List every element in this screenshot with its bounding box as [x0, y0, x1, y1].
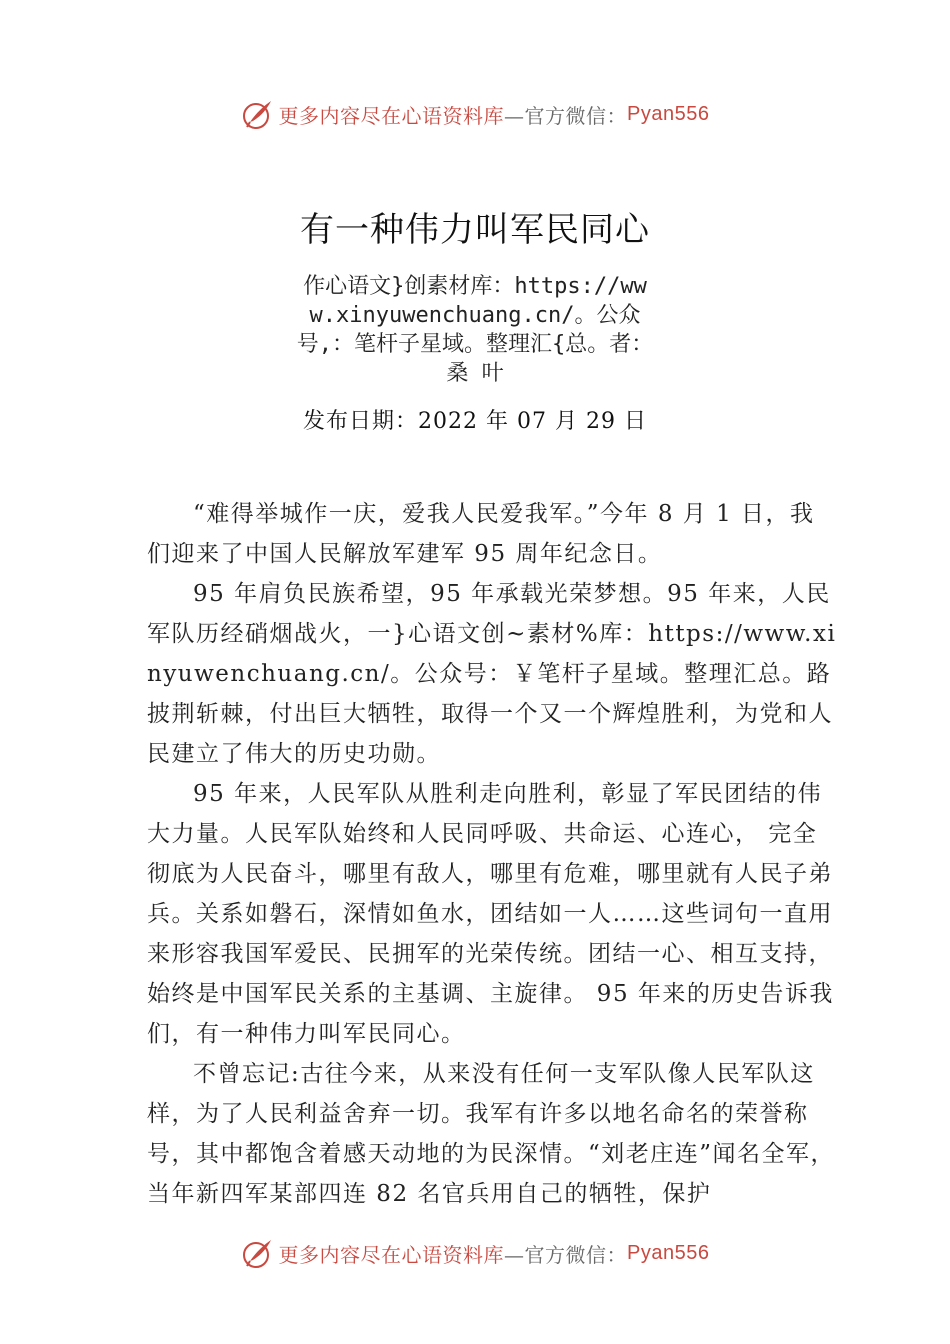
article-source-author: 作心语文}创素材库：https://www.xinyuwenchuang.cn/。公众号,：笔杆子星域。整理汇{总。者：桑 叶	[296, 274, 654, 386]
watermark-site-text: 更多内容尽在心语资料库	[278, 1242, 505, 1267]
paragraph: 95 年肩负民族希望，95 年承载光荣梦想。95 年来，人民军队历经硝烟战火，一}心语文创~素材%库：https://www.xinyuwenchuang.cn/。公众号：￥笔杆子星域。整理汇总。路披荆斩棘，付出巨大牺牲，取得一个又一个辉煌胜利，为党和人民建立了伟大的历史功勋。	[147, 581, 837, 767]
watermark-site-text: 更多内容尽在心语资料库	[278, 103, 505, 128]
watermark-wechat-label: —官方微信：	[504, 103, 628, 128]
footer-watermark	[0, 1233, 950, 1273]
article-body	[147, 494, 837, 1214]
paragraph: 95 年来，人民军队从胜利走向胜利，彰显了军民团结的伟大力量。人民军队始终和人民同呼吸、共命运、心连心， 完全彻底为人民奋斗，哪里有敌人，哪里有危难，哪里就有人民子弟兵。关系如磐石，深情如鱼水，团结如一人……这些词句一直用来形容我国军爱民、民拥军的光荣传统。团结一心、相互支持，始终是中国军民关系的主基调、主旋律。 95 年来的历史告诉我们，有一种伟力叫军民同心。	[147, 781, 834, 1047]
article-title: 有一种伟力叫军民同心	[300, 210, 650, 250]
publish-date: 发布日期：2022 年 07 月 29 日	[303, 409, 647, 434]
quill-pen-logo-icon	[241, 1236, 275, 1270]
watermark-wechat-id: Pyan556	[627, 102, 710, 125]
watermark-wechat-id: Pyan556	[627, 1241, 710, 1264]
paragraph: 不曾忘记:古往今来，从来没有任何一支军队像人民军队这样，为了人民利益舍弃一切。我军有许多以地名命名的荣誉称号，其中都饱含着感天动地的为民深情。“刘老庄连”闻名全军，当年新四军某部四连 82 名官兵用自己的牺牲，保护	[147, 1061, 836, 1207]
paragraph: “难得举城作一庆，爱我人民爱我军。”今年 8 月 1 日，我们迎来了中国人民解放军建军 95 周年纪念日。	[147, 501, 815, 567]
watermark-wechat-label: —官方微信：	[504, 1242, 628, 1267]
header-watermark	[0, 94, 950, 134]
quill-pen-logo-icon	[241, 97, 275, 131]
